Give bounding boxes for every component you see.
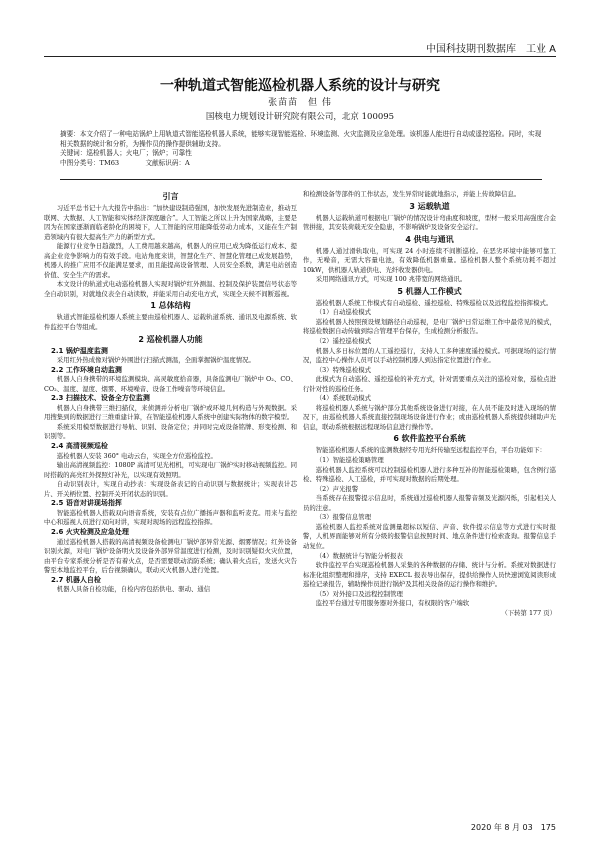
paragraph: 当系统存在报警提示信息时，系统通过巡检机器人报警音频及光源闪烁，引起相关人员的注意。 — [303, 494, 556, 512]
section-heading: 5 机器人工作模式 — [397, 286, 462, 296]
abstract-block — [60, 130, 542, 168]
item-heading: （3）报警信息管理 — [315, 513, 371, 522]
abstract-rule — [60, 179, 542, 180]
paragraph: 巡检机器人系统工作模式有自动巡检、遥控巡检、特殊巡检以及远程监控指挥模式。 — [315, 298, 553, 307]
section-heading: 2 巡检机器人功能 — [138, 334, 203, 344]
left-column — [44, 190, 297, 595]
paragraph: 巡检机器人监控系统对监测量超标以短信、声音、软件提示信息等方式进行实时报警，人机界面能够对所有分级的报警信息按照时间、地点条件进行检索查询。报警信息手动复位。 — [303, 522, 556, 550]
header-rule — [44, 56, 556, 57]
item-heading: （4）数据统计与智能分析报表 — [315, 551, 403, 560]
subsection-heading: 2.3 扫描技术、设备全方位监测 — [51, 394, 150, 403]
paragraph: 本文设计的轨道式电动巡检机器人实现对锅炉红外测温、控制及保护装置信号状态等全自动识别，对就地仪表全自动读数，并能采用自动充电方式，实现全天候不间断巡视。 — [44, 280, 297, 298]
paragraph: 智能巡检机器人搭载双向语音系统，安装有点位广播扬声器和监听麦克。用来与监控中心和巡视人员进行双向对讲，实现对现场的远程监控指挥。 — [44, 508, 297, 527]
subsection-heading: 2.2 工作环境自动监测 — [51, 365, 122, 374]
paragraph: 采用红外热成像对锅炉外围进行扫描式测温，全面掌握锅炉温度情况。 — [56, 356, 255, 365]
paragraph: 将巡检机器人系统与锅炉部分其他系统设备进行对接，在人员不能及时进入现场的情况下，由巡检机器人系统直接控制现场设备进行作业；或由巡检机器人系统提供辅助声光信息，联动系统根据远程现场信息进行操作等。 — [303, 403, 556, 431]
paragraph: 巡检机器人安装 360° 电动云台，实现全方位巡检监控。 — [56, 451, 217, 460]
paragraph: 巡检机器人监控系统可以控制巡检机器人进行多种互补的智能巡检策略，包含例行巡检、特殊巡检、人工巡检，并可实现对数据的后期处理。 — [303, 465, 556, 484]
item-heading: （2）声光报警 — [315, 484, 359, 493]
section-heading: 6 软件监控平台系统 — [393, 434, 466, 444]
item-heading: （3）特殊巡检模式 — [315, 365, 371, 374]
paragraph: 智能巡检机器人系统的监测数据经专用光纤传输至远程监控平台，平台功能如下： — [315, 446, 546, 455]
item-heading: （4）系统联动模式 — [315, 394, 371, 403]
paragraph: 机器人自身携带三维扫描仪，来侦测并分析电厂锅炉或环境几何构造与外观数据。采用搜集到的数据进行三维重建计算，在智能巡检机器人系统中创建实际物体的数字模型。 — [44, 403, 297, 422]
paragraph: 和检测设备等部件的工作状态，发生异常时能就地指示，并能上传故障信息。 — [303, 190, 521, 198]
section-heading: 3 运载轨道 — [409, 201, 450, 211]
paragraph: 机器人具备自检功能，自检内容包括供电、驱动、通信 — [56, 585, 211, 594]
subsection-heading: 2.7 机器人自检 — [51, 575, 101, 584]
keywords: 关键词：巡检机器人；火电厂；锅炉；可靠性 — [60, 149, 192, 157]
section-heading: 4 供电与通讯 — [405, 234, 454, 244]
paragraph: 监控平台通过专用服务器对外接口，有权限的客户端软 — [315, 599, 470, 608]
paragraph: 软件监控平台实现巡检机器人采集的各种数据的存储、统计与分析。系统对数据进行标准化组织整理和排序，支持 EXECL 报表导出保存，提供给操作人员快速浏览阅读形成巡检记录报告，辅助操作员进行锅炉及其相关设备的运行操作和维护。 — [303, 561, 556, 589]
paragraph: 能源行业竞争日趋激烈，人工费用越来越高，机器人的应用已成为降低运行成本、提高企业竞争影响力的有效手段。电站角度来讲，智慧化生产、智慧化管理已成发展趋势，机器人的推广应用不仅能满足要求，而且能提高设备管理、人员安全系数，满足电站创造价值、安全生产的需求。 — [44, 242, 297, 279]
paragraph: 机器人运载轨道可根据电厂锅炉的情况设计弯曲度和坡度，型材一般采用高强度合金管拼接，其安装荷载无安全隐患，不影响锅炉及设备安全运行。 — [303, 213, 556, 232]
abstract-text: 摘要：本文介绍了一种电站锅炉上用轨道式智能巡检机器人系统，能够实现智能巡检、环境监测、火灾监测及应急处理。该机器人能进行自动或遥控巡检。同时，实现相关数据的统计和分析，为操作员的操作提供辅助支持。 — [60, 130, 542, 148]
item-heading: （1）自动巡检模式 — [315, 308, 371, 317]
classification: 中图分类号：TM63 文献标识码：A — [60, 158, 190, 167]
subsection-heading: 2.1 锅炉温度监测 — [51, 346, 108, 355]
section-heading: 1 总体结构 — [150, 301, 191, 311]
article-affiliation: 国核电力规划设计研究院有限公司，北京 100095 — [205, 112, 395, 122]
paragraph: 通过巡检机器人搭载的高清视频设备检测电厂锅炉部异常光源、烟雾情况；红外设备识别火源，对电厂锅炉设备明火及设备外部异常温度进行检测，及时识别疑似火灾位置，由平台专家系统分析是否有着火点，是否需要联动消防系统；确认着火点后，发送火灾告警至本地监控平台，后台视频确认，联动灭火机器人进行处置。 — [44, 537, 297, 575]
article-authors: 张苗苗 但 伟 — [268, 98, 332, 108]
page-footer: 2020 年 8 月 03 175 — [470, 823, 556, 832]
subsection-heading: 2.5 语音对讲现场指挥 — [51, 499, 122, 508]
right-column — [303, 190, 556, 618]
paragraph: 采用网络通讯方式，可实现 100 兆带宽的网络通讯。 — [315, 275, 467, 284]
item-heading: （1）智能巡检策略管理 — [315, 456, 384, 465]
paragraph: 输出高清视频监控：1080P 高清可见光相机，可实现电厂锅炉实时移动视频监控。同时搭载的高亮红外探照灯补光，以实现有效照明。 — [44, 461, 297, 479]
item-heading: （2）遥控巡检模式 — [315, 337, 371, 346]
subsection-heading: 2.6 火灾检测及应急处理 — [51, 527, 129, 536]
section-heading: 引言 — [162, 192, 179, 201]
continuation-note: （下转第 177 页） — [501, 608, 556, 617]
paragraph: 机器人多日标位置的人工遥控巡行，支持人工多种速度遥控模式。可据现场的运行情况，监控中心操作人员可以手动控制机器人到达指定位置进行作业。 — [303, 346, 556, 365]
article-title: 一种轨道式智能巡检机器人系统的设计与研究 — [160, 78, 440, 94]
paragraph: 自动识别表计，实现自动抄表：实现设备表记的自动识别与数据统计；实现表计芯片、开关柄位置、控制开关开闭状态的识别。 — [44, 480, 297, 498]
paragraph: 此模式为自动巡检、遥控巡检的补充方式，针对需要重点关注的巡检对象，巡检点进行针对性的巡检任务。 — [303, 375, 556, 393]
paragraph: 巡检机器人按照预设规划路径自动巡视，是电厂锅炉日常运维工作中最常见的模式，将巡检数据自动传输到综合管理平台保存，生成检测分析报告。 — [303, 317, 556, 336]
paragraph: 轨道式智能巡检机器人系统主要由巡检机器人、运载轨道系统、通讯及电源系统、软件监控平台等组成。 — [44, 313, 297, 332]
paragraph: 习近平总书记十九大报告中指出：“加快建设制造强国，加快发展先进制造业，推动互联网、大数据、人工智能和实体经济深度融合”。人工智能之所以上升为国家战略，主要是因为在国家逐渐面临老龄化的困境下，人工智能的应用能降低劳动力成本，又能在生产制造领域内有很大提高生产力的新型方式。 — [44, 204, 297, 241]
paragraph: 系统采用模型数据进行导航、识别、设备定位；并同时完成设备铭牌、形变检测、和识别等。 — [44, 422, 297, 441]
subsection-heading: 2.4 高清视频巡检 — [51, 442, 108, 451]
paragraph: 机器人自身携带的环境监测模块、高灵敏度拾音器，具备监测电厂锅炉中 O₂、CO、CO₂、温度、湿度、烟雾、环境噪音、设备工作噪音等环境信息。 — [44, 375, 297, 393]
journal-header: 中国科技期刊数据库 工业 A — [425, 44, 556, 55]
paragraph: 机器人通过滑轨取电，可实现 24 小时连续不间断巡检。在恶劣环境中能够可靠工作，无噪音，无需大容量电池，有效降低机器重量。巡检机器人整个系统功耗不超过 10kW，供机器人轨道供电、光纤收发器供电。 — [303, 246, 556, 274]
item-heading: （5）对外接口及远程控制管理 — [315, 589, 403, 598]
